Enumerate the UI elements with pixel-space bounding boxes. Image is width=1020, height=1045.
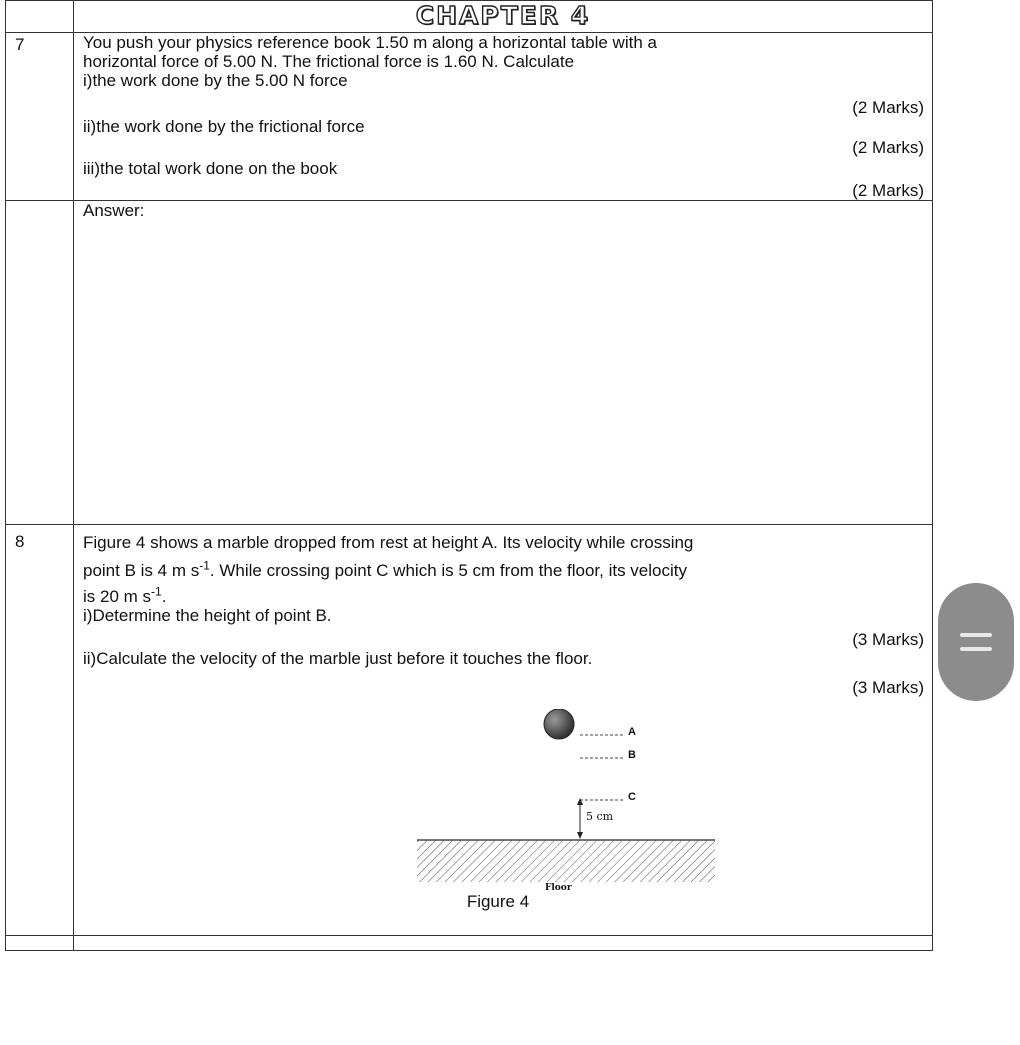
chapter-title: CHAPTER 4 [415, 1, 591, 30]
next-number-cell [6, 936, 74, 951]
question-7-row [6, 33, 933, 201]
q7-text-line-2: horizontal force of 5.00 N. The frictional force is 1.60 N. Calculate [83, 52, 575, 71]
floor-label: Floor [545, 883, 572, 893]
title-number-cell [6, 1, 74, 33]
q8-line-2-a: point B is 4 m s [83, 561, 200, 580]
question-8-body [74, 525, 933, 936]
arrow-head-up [577, 798, 583, 805]
q8-line-2-b: . While crossing point C which is 5 cm from the floor, its velocity [209, 561, 687, 580]
floor-hatching [417, 840, 715, 882]
q7-part-2: ii)the work done by the frictional force [83, 117, 365, 136]
label-c: C [628, 791, 636, 803]
q8-part-2: ii)Calculate the velocity of the marble just before it touches the floor. [83, 649, 593, 668]
q7-text-line-1: You push your physics reference book 1.50 m along a horizontal table with a [83, 33, 657, 52]
question-7-number: 7 [6, 33, 74, 201]
label-b: B [628, 749, 636, 761]
answer-number-cell [6, 201, 74, 525]
question-8-row [6, 525, 933, 936]
q8-part-1-marks: (3 Marks) [852, 630, 924, 649]
q7-part-2-marks: (2 Marks) [852, 138, 924, 157]
side-menu-button[interactable] [938, 583, 1014, 701]
arrow-head-down [577, 832, 583, 839]
menu-bar-top-icon [960, 633, 992, 637]
question-table [5, 0, 933, 951]
q8-line-2-sup: -1 [199, 558, 210, 573]
menu-bar-bottom-icon [960, 647, 992, 651]
figure-4 [83, 709, 924, 915]
q8-line-3-b: . [161, 587, 167, 606]
q7-part-3-marks: (2 Marks) [852, 181, 924, 200]
q7-part-3: iii)the total work done on the book [83, 159, 338, 178]
answer-label: Answer: [83, 201, 145, 220]
answer-area[interactable] [74, 201, 933, 525]
title-cell [74, 1, 933, 33]
marble [544, 709, 574, 739]
q8-part-1: i)Determine the height of point B. [83, 606, 332, 625]
answer-row [6, 201, 933, 525]
q7-part-1: i)the work done by the 5.00 N force [83, 71, 348, 90]
q8-text-line-2 [83, 559, 924, 583]
next-row-partial [6, 936, 933, 951]
figure-caption: Figure 4 [466, 892, 530, 911]
q8-text-line-3 [83, 584, 924, 606]
question-8-number: 8 [6, 525, 74, 936]
q8-line-3-a: is 20 m s [83, 587, 152, 606]
q8-text-line-1: Figure 4 shows a marble dropped from rest at height A. Its velocity while crossing [83, 533, 694, 552]
distance-label: 5 cm [586, 810, 614, 823]
marble-diagram [83, 709, 913, 915]
title-row [6, 1, 933, 33]
q8-part-2-marks: (3 Marks) [852, 678, 924, 697]
question-7-body [74, 33, 933, 201]
next-body-cell [74, 936, 933, 951]
label-a: A [628, 726, 636, 738]
q8-line-3-sup: -1 [151, 584, 162, 599]
q7-part-1-marks: (2 Marks) [852, 98, 924, 117]
